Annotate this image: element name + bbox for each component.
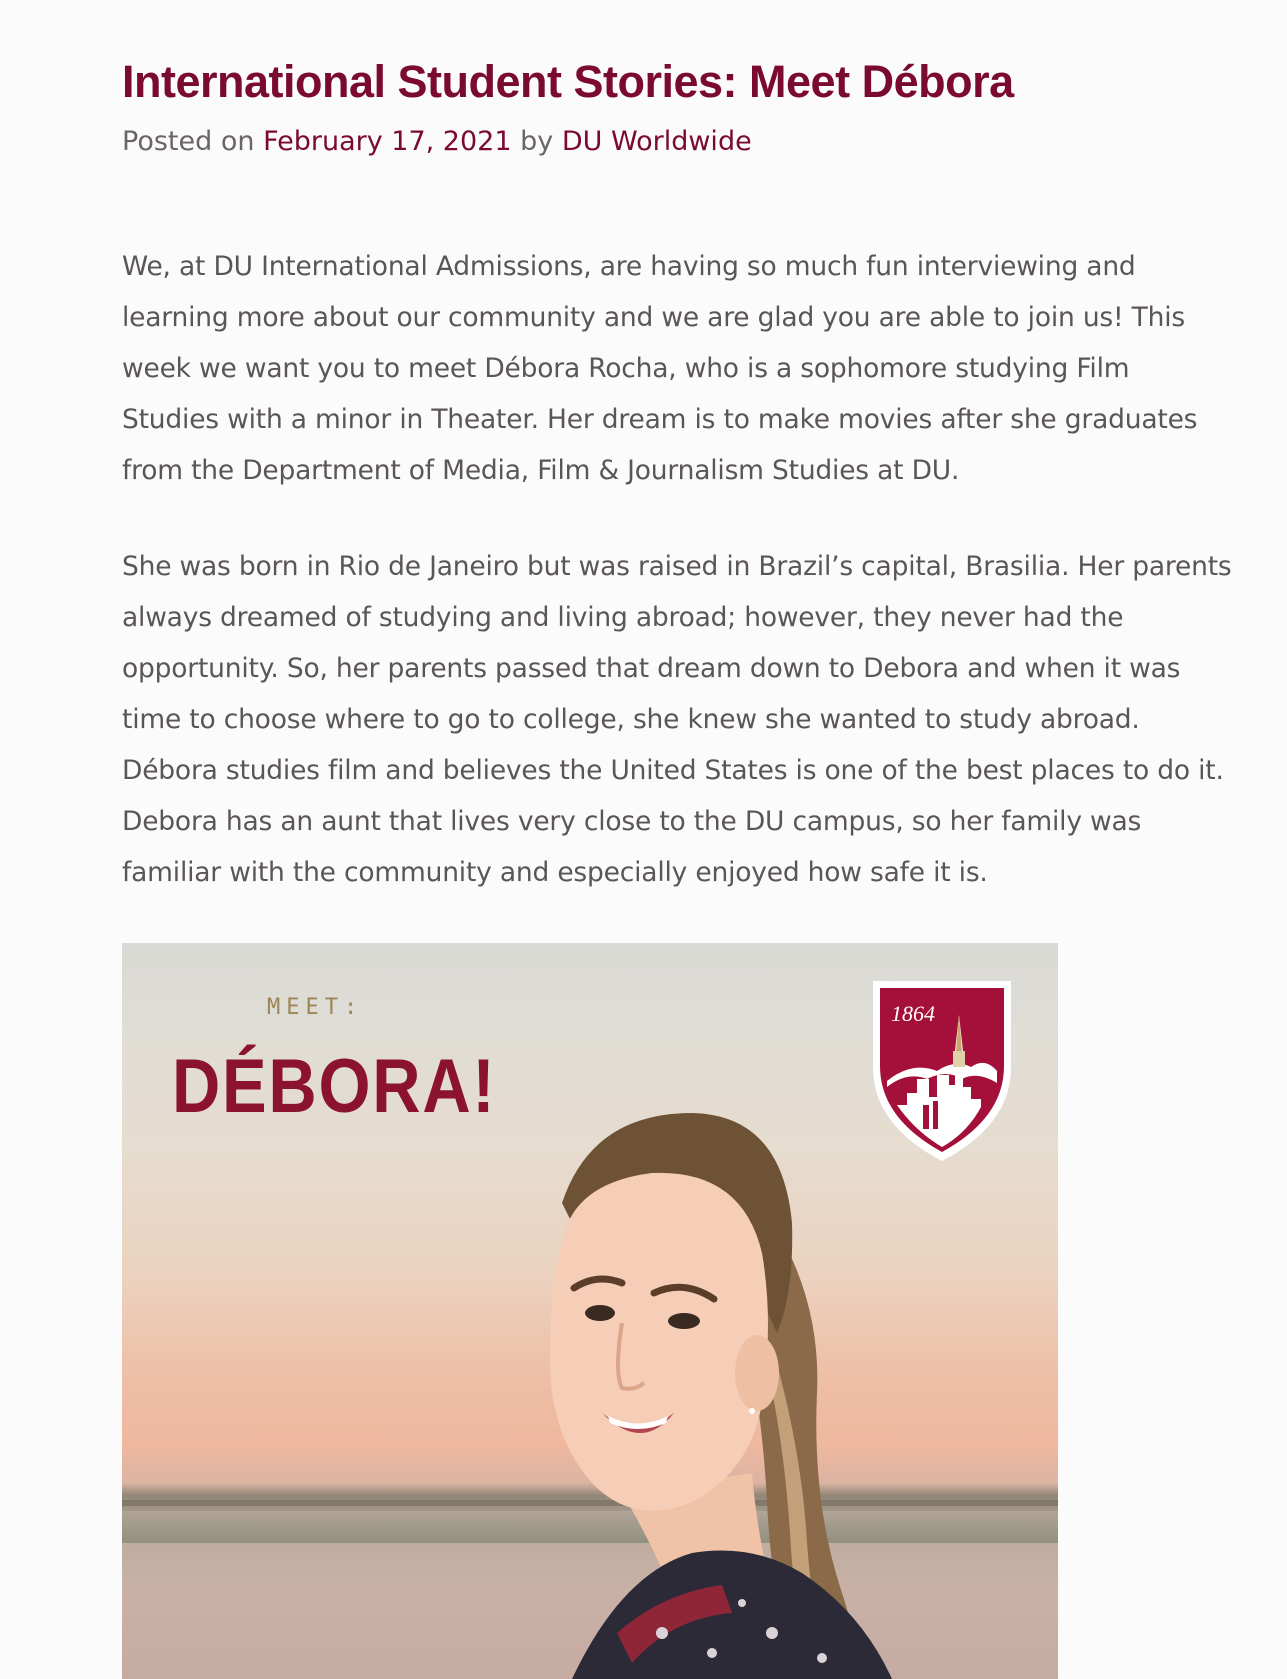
post-meta: [122, 122, 752, 162]
feature-image: [122, 943, 1058, 1679]
paragraph-intro: We, at DU International Admissions, are having so much fun interviewing and learning more about our community and we are glad you are able to join us! This week we want you to meet Débora Rocha, who is a sophomore studying Film Studies with a minor in Theater. Her dream is to make movies after she graduates from the Department of Media, Film & Journalism Studies at DU.: [122, 251, 1198, 486]
author-link[interactable]: DU Worldwide: [561, 126, 752, 157]
student-portrait: [422, 1073, 942, 1679]
post-date-link[interactable]: February 17, 2021: [263, 126, 512, 157]
meet-label: MEET:: [267, 995, 364, 1020]
paragraph-background: She was born in Rio de Janeiro but was raised in Brazil’s capital, Brasilia. Her parents always dreamed of studying and living abroad; however, they never had the opportunity. So, her parents passed that dream down to Debora and when it was time to choose where to go to college, she knew she wanted to study abroad. Débora studies film and believes the United States is one of the best places to do it. Debora has an aunt that lives very close to the DU campus, so her family was familiar with the community and especially enjoyed how safe it is.: [122, 551, 1232, 888]
logo-year: 1864: [891, 1001, 935, 1026]
student-name-label: DÉBORA!: [172, 1044, 497, 1129]
posted-on-label: Posted on: [122, 126, 255, 157]
by-label: by: [520, 126, 554, 157]
post-title[interactable]: International Student Stories: Meet Débora: [122, 56, 1014, 107]
